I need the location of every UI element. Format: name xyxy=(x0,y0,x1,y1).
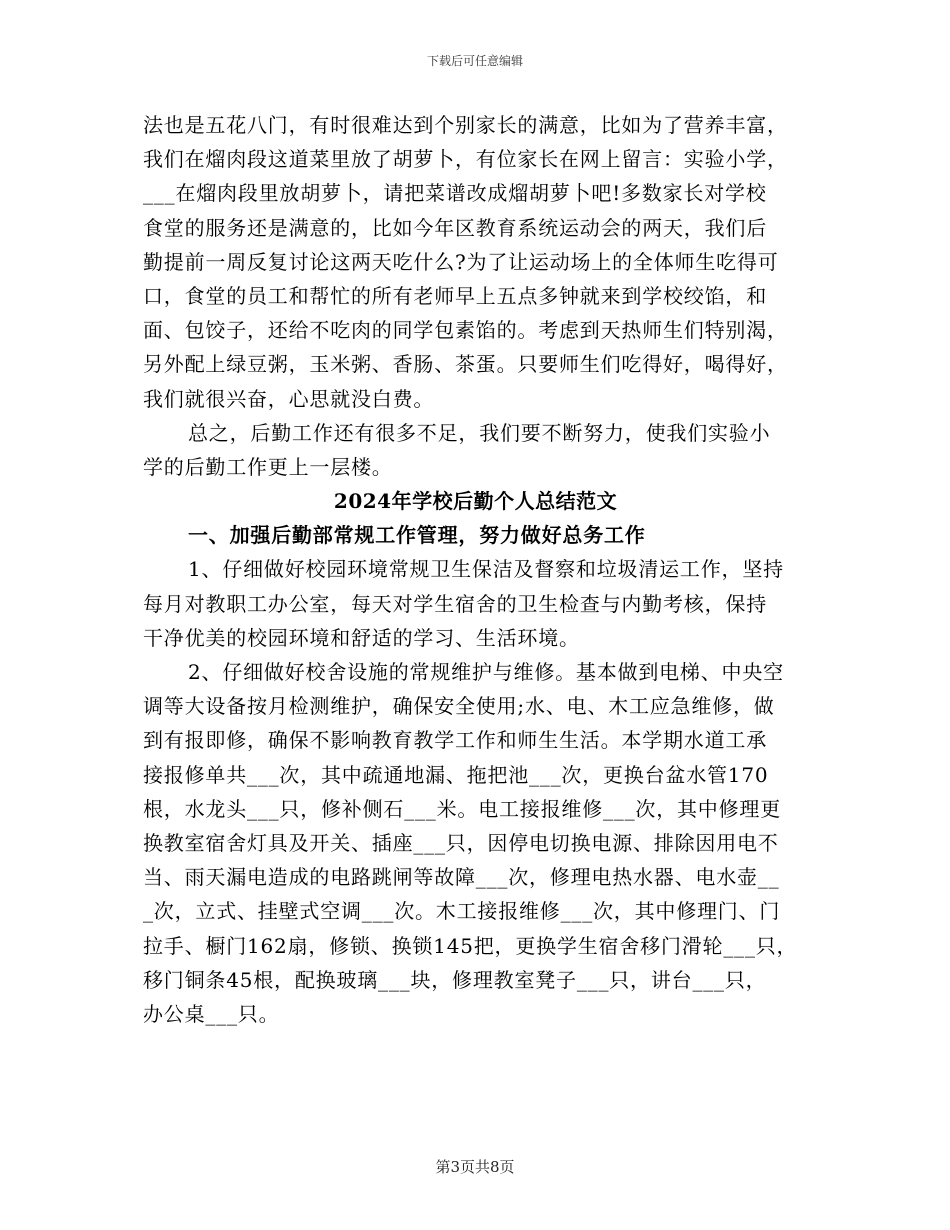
body-line: 调等大设备按月检测维护，确保安全使用;水、电、木工应急维修，做 xyxy=(143,694,775,719)
body-line: 接报修单共___次，其中疏通地漏、拖把池___次，更换台盆水管170 xyxy=(143,762,769,787)
body-line: 拉手、橱门162扇，修锁、换锁145把，更换学生宿舍移门滑轮___只， xyxy=(143,933,798,958)
body-line: 1、仔细做好校园环境常规卫生保洁及督察和垃圾清运工作，坚持 xyxy=(188,557,784,582)
body-line: 勤提前一周反复讨论这两天吃什么?为了让运动场上的全体师生吃得可 xyxy=(143,249,779,274)
body-line: 面、包饺子，还给不吃肉的同学包素馅的。考虑到天热师生们特别渴， xyxy=(143,318,788,343)
body-line: 移门铜条45根，配换玻璃___块，修理教室凳子___只，讲台___只， xyxy=(143,967,767,992)
body-line: 每月对教职工办公室，每天对学生宿舍的卫生检查与内勤考核，保持 xyxy=(143,591,767,616)
body-line: 口，食堂的员工和帮忙的所有老师早上五点多钟就来到学校绞馅，和 xyxy=(143,283,767,308)
body-line: 换教室宿舍灯具及开关、插座___只，因停电切换电源、排除因用电不 xyxy=(143,830,779,855)
page-footer: 第3页共8页 xyxy=(435,1158,515,1176)
body-line: 办公桌___只。 xyxy=(143,1001,280,1026)
page-header: 下载后可任意编辑 xyxy=(426,54,523,68)
body-line: _次，立式、挂壁式空调___次。木工接报维修___次，其中修理门、门 xyxy=(143,899,781,924)
body-line: 干净优美的校园环境和舒适的学习、生活环境。 xyxy=(143,625,580,650)
body-line: 根，水龙头___只，修补侧石___米。电工接报维修___次，其中修理更 xyxy=(143,796,781,821)
body-line: 我们在熘肉段这道菜里放了胡萝卜，有位家长在网上留言：实验小学， xyxy=(143,147,788,172)
body-line: 另外配上绿豆粥，玉米粥、香肠、茶蛋。只要师生们吃得好，喝得好， xyxy=(143,352,788,377)
body-line: 学的后勤工作更上一层楼。 xyxy=(143,454,393,479)
body-line: 2、仔细做好校舍设施的常规维护与维修。基本做到电梯、中央空 xyxy=(188,660,784,684)
body-line: 法也是五花八门，有时很难达到个别家长的满意，比如为了营养丰富， xyxy=(143,113,788,137)
section-heading: 一、加强后勤部常规工作管理，努力做好总务工作 xyxy=(188,523,646,548)
body-line: 当、雨天漏电造成的电路跳闸等故障___次，修理电热水器、电水壶__ xyxy=(143,865,780,890)
body-line: 总之，后勤工作还有很多不足，我们要不断努力，使我们实验小 xyxy=(188,420,771,445)
body-line: 食堂的服务还是满意的，比如今年区教育系统运动会的两天，我们后 xyxy=(143,215,767,240)
section-title: 2024年学校后勤个人总结范文 xyxy=(333,489,618,514)
body-line: 到有报即修，确保不影响教育教学工作和师生生活。本学期水道工承 xyxy=(143,728,767,753)
document-body xyxy=(143,108,808,1031)
body-line: 我们就很兴奋，心思就没白费。 xyxy=(143,386,435,411)
body-line: ___在熘肉段里放胡萝卜，请把菜谱改成熘胡萝卜吧!多数家长对学校 xyxy=(143,181,767,206)
